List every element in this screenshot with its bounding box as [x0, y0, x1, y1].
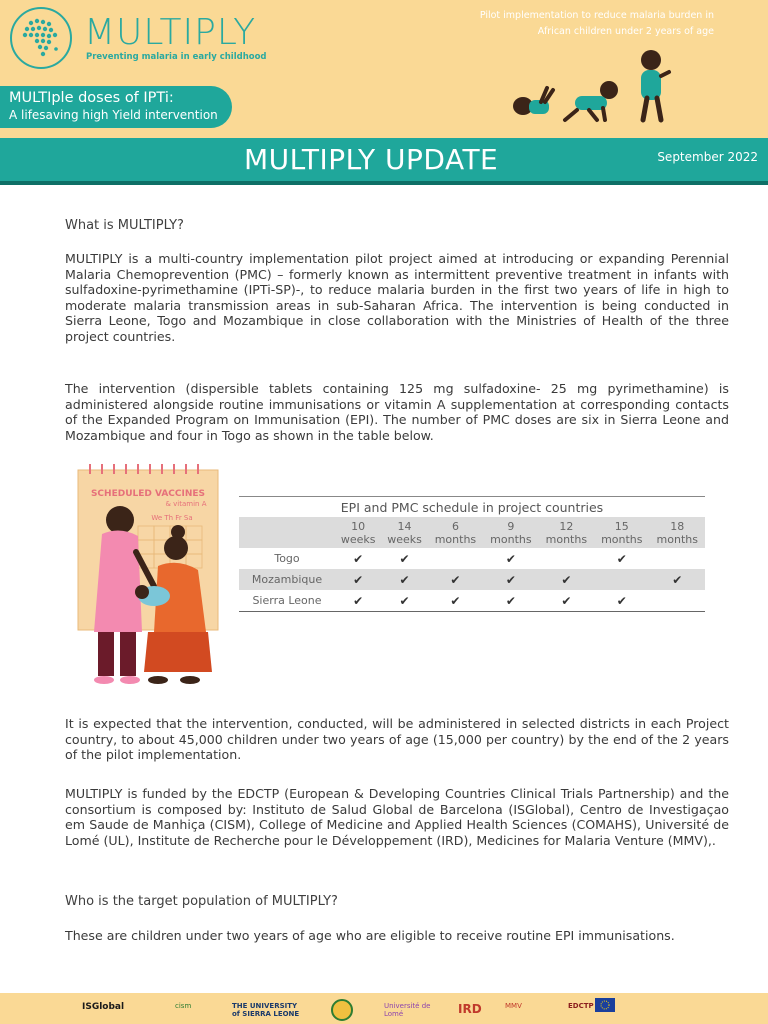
- check-mark-icon: ✔: [483, 590, 538, 612]
- col-unit: months: [656, 532, 698, 546]
- schedule-grid: [239, 517, 705, 612]
- update-title: MULTIPLY UPDATE: [244, 143, 499, 176]
- pill-line1: MULTIple doses of IPTi:: [9, 90, 174, 106]
- heading-target-population: Who is the target population of MULTIPLY?: [65, 894, 338, 909]
- africa-logo-icon: [10, 7, 72, 69]
- lome-logo: Université de Lomé: [384, 1002, 431, 1018]
- country-name: Togo: [274, 552, 300, 565]
- country-name: Mozambique: [239, 569, 335, 590]
- col-unit: weeks: [387, 532, 422, 546]
- header-15-months: [594, 517, 649, 548]
- check-mark-icon: ✔: [353, 551, 364, 566]
- table-header-row: [239, 517, 705, 548]
- col-num: 18: [670, 519, 685, 533]
- heading-what-is: What is MULTIPLY?: [65, 218, 184, 233]
- header-country-blank: [239, 517, 335, 548]
- check-mark-icon: [428, 548, 483, 569]
- check-mark-icon: ✔: [539, 569, 594, 590]
- header-6-months: [428, 517, 483, 548]
- crawling-baby-icon: [565, 81, 618, 120]
- calendar-subtitle: & vitamin A: [165, 500, 207, 508]
- lying-baby-icon: [513, 88, 553, 115]
- pill-line2: A lifesaving high Yield intervention: [9, 108, 218, 122]
- check-mark-icon: ✔: [650, 569, 705, 590]
- country-name: Sierra Leone: [239, 590, 335, 612]
- table-body: [239, 548, 705, 612]
- paragraph-target: These are children under two years of age who are eligible to receive routine EPI immunisations.: [65, 928, 675, 943]
- header-10-weeks: [335, 517, 381, 548]
- project-subtitle-line1: Pilot implementation to reduce malaria burden in: [479, 10, 714, 21]
- col-unit: weeks: [340, 532, 376, 546]
- ird-logo: IRD: [458, 1002, 482, 1016]
- col-num: 9: [507, 519, 515, 533]
- schedule-table: [239, 496, 705, 612]
- check-mark-icon: ✔: [428, 569, 483, 590]
- table-title: EPI and PMC schedule in project countries: [239, 496, 705, 517]
- isglobal-logo: ISGlobal: [82, 1002, 125, 1012]
- check-mark-icon: ✔: [594, 590, 649, 612]
- paragraph-funding: MULTIPLY is funded by the EDCTP (European & Developing Countries Clinical Trials Partnership) and the consortium is composed by: Instituto de Salud Global de Barcelona (ISGlobal), Centro de Investigaçao em Saude de Manhiça (CISM), College of Medicine and Applied Health Sciences (COMAHS), Université de Lomé (UL), Institute de Recherche pour le Développement (IRD), Medicines for Malaria Venture (MMV),.: [65, 786, 729, 848]
- check-mark-icon: ✔: [335, 590, 381, 612]
- crest-logo-icon: [330, 998, 354, 1024]
- check-mark-icon: ✔: [399, 551, 410, 566]
- banner-underline: [0, 181, 768, 185]
- check-mark-icon: [539, 548, 594, 569]
- check-mark-icon: [650, 548, 705, 569]
- table-row: [239, 548, 705, 569]
- cism-logo: cism: [175, 1002, 192, 1010]
- col-unit: months: [601, 532, 643, 546]
- ipti-pill: [0, 86, 232, 128]
- paragraph-intro: MULTIPLY is a multi-country implementation pilot project aimed at introducing or expanding Perennial Malaria Chemoprevention (PMC) – formerly known as intermittent preventive treatment in infants with sulfadoxine-pyrimethamine (IPTi-SP)-, to reduce malaria burden in the first two years of life in high to moderate malaria transmission areas in sub-Saharan Africa. The intervention is being conducted in Sierra Leone, Togo and Mozambique in close collaboration with the Ministries of Health of the three project countries.: [65, 251, 729, 344]
- vaccination-illustration: [58, 462, 223, 687]
- mmv-logo: MMV: [505, 1002, 522, 1010]
- update-date: September 2022: [657, 150, 758, 164]
- check-mark-icon: ✔: [483, 569, 538, 590]
- header-14-weeks: [381, 517, 427, 548]
- calendar-weekdays: We Th Fr Sa: [151, 514, 193, 522]
- col-num: 14: [397, 519, 412, 533]
- paragraph-intervention: The intervention (dispersible tablets containing 125 mg sulfadoxine- 25 mg pyrimethamine) is administered alongside routine immunisations or vitamin A supplementation at corresponding contacts of the Expanded Program on Immunisation (EPI). The number of PMC doses are six in Sierra Leone and Mozambique and four in Togo as shown in the table below.: [65, 381, 729, 443]
- brand-title: MULTIPLY: [84, 12, 257, 53]
- table-row: [239, 590, 705, 612]
- standing-baby-icon: [641, 50, 669, 120]
- header-18-months: [650, 517, 705, 548]
- check-mark-icon: ✔: [335, 569, 381, 590]
- calendar-title: SCHEDULED VACCINES: [90, 489, 206, 499]
- col-num: 10: [351, 519, 366, 533]
- col-unit: months: [545, 532, 588, 546]
- check-mark-icon: ✔: [381, 569, 427, 590]
- col-num: 15: [614, 519, 629, 533]
- col-num: 12: [559, 519, 574, 533]
- header-12-months: [539, 517, 594, 548]
- col-num: 6: [451, 519, 459, 533]
- check-mark-icon: ✔: [616, 551, 627, 566]
- col-unit: months: [490, 532, 532, 546]
- table-row: [239, 569, 705, 590]
- babies-illustration: [505, 48, 675, 126]
- check-mark-icon: [594, 569, 649, 590]
- edctp-logo: EDCTP: [568, 1002, 594, 1010]
- usl-logo: THE UNIVERSITY of SIERRA LEONE: [232, 1002, 300, 1018]
- project-subtitle-line2: African children under 2 years of age: [537, 26, 714, 37]
- check-mark-icon: ✔: [381, 590, 427, 612]
- header-9-months: [483, 517, 538, 548]
- check-mark-icon: ✔: [428, 590, 483, 612]
- check-mark-icon: ✔: [505, 551, 516, 566]
- check-mark-icon: [650, 590, 705, 612]
- brand-tagline: Preventing malaria in early childhood: [86, 52, 267, 62]
- col-unit: months: [434, 532, 477, 546]
- check-mark-icon: ✔: [539, 590, 594, 612]
- project-subtitle: [480, 8, 714, 40]
- paragraph-expected: It is expected that the intervention, conducted, will be administered in selected districts in each Project country, to about 45,000 children under two years of age (15,000 per country) by the end of the 2 years of the pilot implementation.: [65, 716, 729, 762]
- eu-flag-icon: [595, 998, 615, 1014]
